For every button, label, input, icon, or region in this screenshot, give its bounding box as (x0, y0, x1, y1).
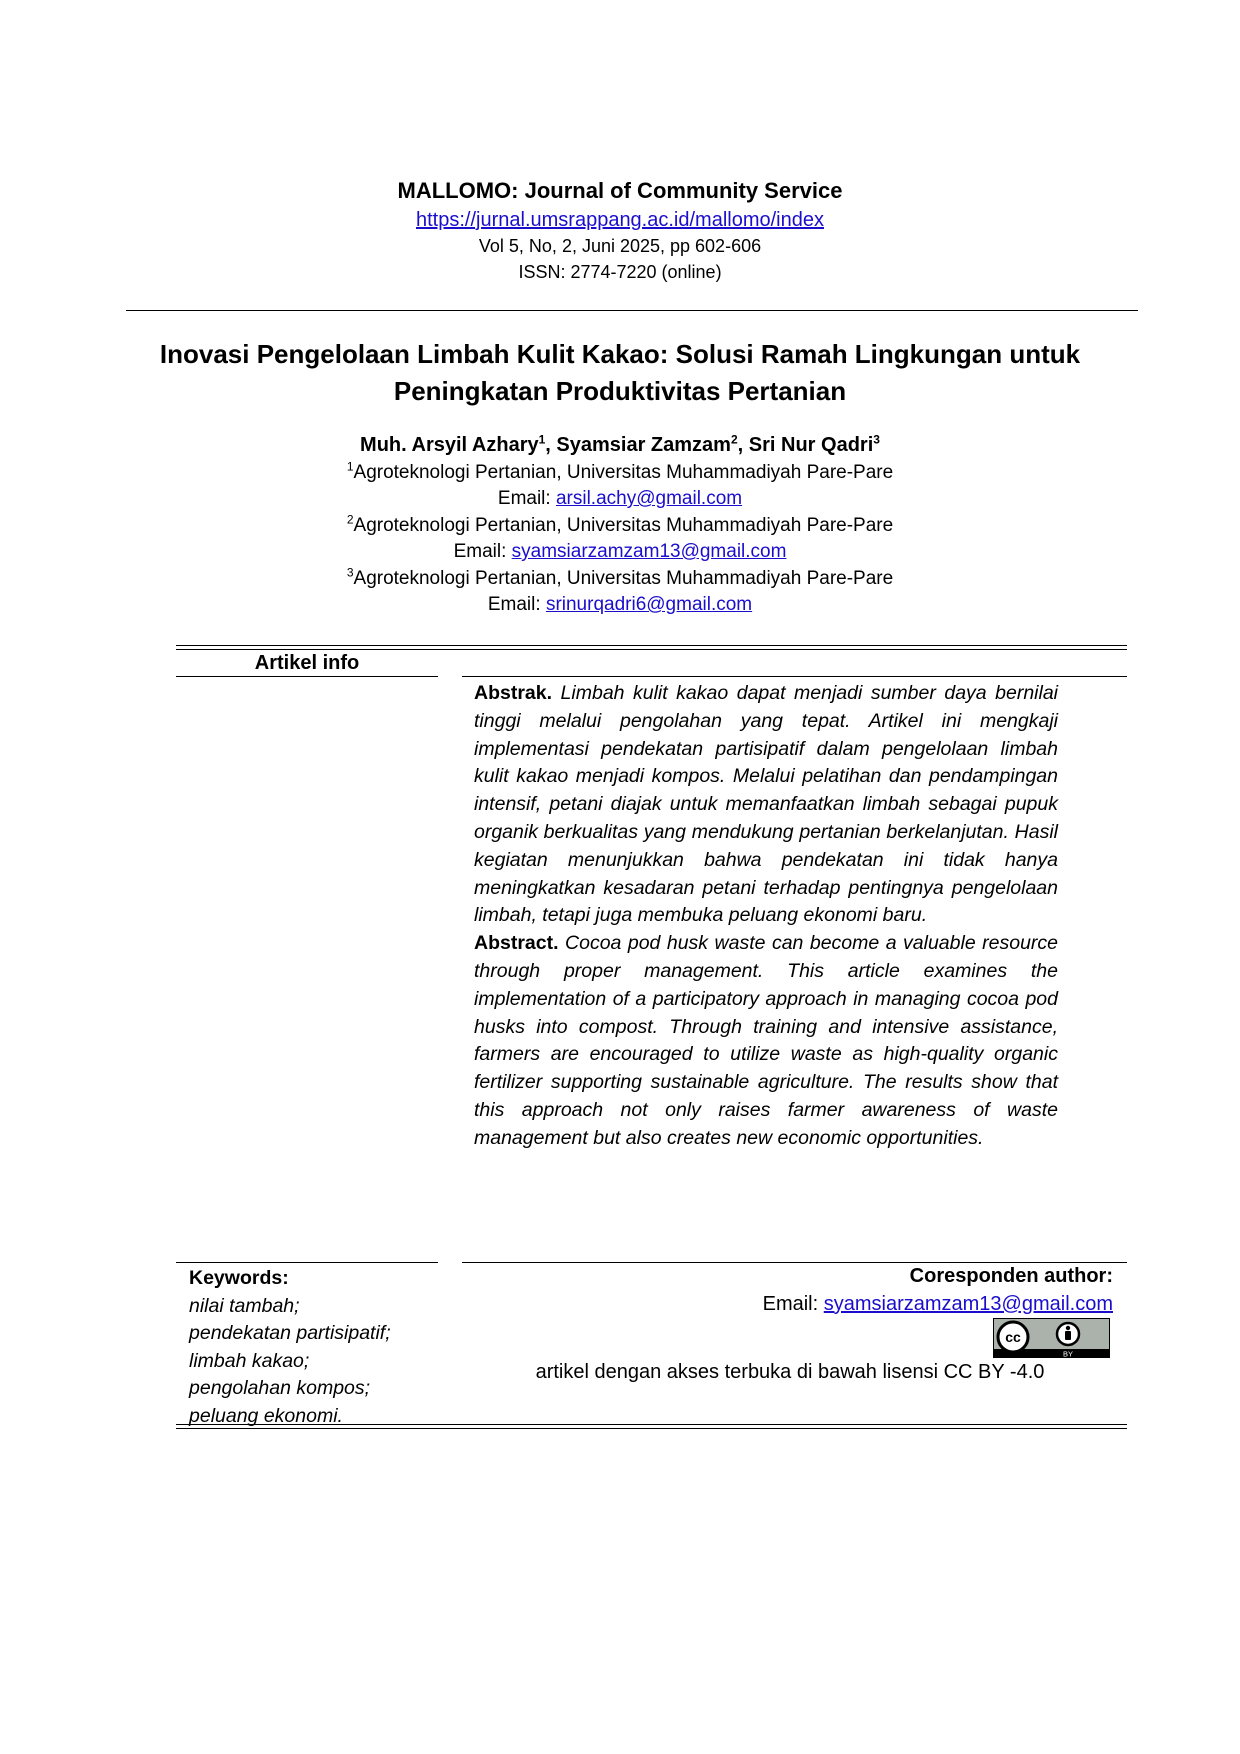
keyword-item: nilai tambah; (189, 1294, 300, 1317)
paper-title-line-2: Peningkatan Produktivitas Pertanian (393, 376, 847, 406)
abstract-block (474, 680, 1058, 1153)
keywords-block (189, 1265, 439, 1430)
abstract-top-rule (462, 676, 1127, 677)
affiliation-2: $^2$Agroteknologi Pertanian, Universitas Muhammadiyah Pare-Pare (346, 512, 894, 536)
abstract-indonesian (474, 680, 1058, 930)
author-sup: 3 (873, 432, 880, 447)
journal-issn: ISSN: 2774-7220 (online) (518, 262, 722, 282)
license-text: artikel dengan akses terbuka di bawah lisensi CC BY -4.0 (535, 1361, 1045, 1383)
journal-url-link[interactable]: https://jurnal.umsrappang.ac.id/mallomo/index (416, 209, 824, 231)
keyword-item: pengolahan kompos; (189, 1377, 371, 1399)
header-divider (126, 310, 1138, 311)
affiliation-3: $^3$Agroteknologi Pertanian, Universitas Muhammadiyah Pare-Pare (346, 565, 894, 589)
keyword-item: peluang ekonomi. (189, 1404, 343, 1427)
abstract-id-label: Abstrak. (474, 682, 553, 704)
info-table-bottom-rule (176, 1424, 1127, 1425)
by-badge-label: BY (1062, 1349, 1074, 1358)
keywords-label: Keywords: (189, 1267, 289, 1289)
artikel-info-label: Artikel info (254, 652, 360, 674)
author-name: Sri Nur Qadri (748, 434, 874, 456)
keywords-top-rule (176, 1262, 438, 1263)
correspondence-label: Coresponden author: (909, 1265, 1113, 1287)
abstract-id-text: Limbah kulit kakao dapat menjadi sumber daya bernilai tinggi melalui pengolahan yang tepat. Artikel ini mengkaji implementasi pendekatan partisipatif dalam pengelolaan limbah kulit kakao menjadi kompos. Melalui pelatihan dan pendampingan intensif, petani diajak untuk memanfaatkan limbah sebagai pupuk organik berkualitas yang mendukung pertanian berkelanjutan. Hasil kegiatan menunjukkan bahwa pendekatan ini tidak hanya meningkatkan kesadaran petani terhadap pentingnya pengelolaan limbah, tetapi juga membuka peluang ekonomi baru. (474, 682, 1059, 927)
keyword-item: pendekatan partisipatif; (189, 1322, 391, 1344)
affiliation-1: $^1$Agroteknologi Pertanian, Universitas Muhammadiyah Pare-Pare (346, 459, 894, 483)
correspondence-email-line: Email: syamsiarzamzam13@gmail.com (762, 1293, 1113, 1315)
author-sup: 1 (538, 432, 546, 447)
correspondence-email-link[interactable]: syamsiarzamzam13@gmail.com (823, 1293, 1113, 1315)
affiliation-2-email: Email: syamsiarzamzam13@gmail.com (453, 541, 787, 562)
abstract-en-text: Cocoa pod husk waste can become a valuable resource through proper management. This article examines the implementation of a participatory approach in managing cocoa pod husks into compost. Through training and intensive assistance, farmers are encouraged to utilize waste as high-quality organic fertilizer supporting sustainable agriculture. The results show that this approach not only raises farmer awareness of waste management but also creates new economic opportunities. (474, 932, 1058, 1149)
paper-title (0, 336, 1240, 410)
journal-name: MALLOMO: Journal of Community Service (397, 178, 843, 203)
abstract-english (474, 930, 1058, 1152)
info-table-top-rule-2 (176, 649, 1127, 650)
cc-badge-label: cc (1005, 1329, 1021, 1345)
author-list: Muh. Arsyil Azhary$^1$, Syamsiar Zamzam$^2$, Sri Nur Qadri$^3$ (360, 432, 880, 456)
correspondence-top-rule (462, 1262, 1127, 1263)
journal-url-line (0, 209, 1240, 232)
author-name: Muh. Arsyil Azhary (360, 434, 539, 456)
abstract-en-label: Abstract. (474, 932, 559, 955)
info-table-bottom-rule-2 (176, 1428, 1127, 1429)
author-name: Syamsiar Zamzam (556, 434, 731, 456)
journal-volume-info: Vol 5, No, 2, Juni 2025, pp 602-606 (478, 236, 762, 256)
artikel-info-rule (176, 676, 438, 677)
affiliation-1-email: Email: arsil.achy@gmail.com (497, 488, 743, 509)
keyword-item: limbah kakao; (189, 1349, 310, 1372)
email-link[interactable]: srinurqadri6@gmail.com (545, 594, 753, 615)
cc-by-license-icon[interactable] (993, 1318, 1110, 1358)
paper-title-line-1: Inovasi Pengelolaan Limbah Kulit Kakao: Solusi Ramah Lingkungan untuk (159, 339, 1081, 369)
info-table-top-rule (176, 645, 1127, 646)
author-sup: 2 (730, 432, 738, 447)
email-link[interactable]: arsil.achy@gmail.com (555, 488, 743, 509)
email-link[interactable]: syamsiarzamzam13@gmail.com (511, 541, 787, 562)
affiliation-3-email: Email: srinurqadri6@gmail.com (487, 594, 753, 615)
